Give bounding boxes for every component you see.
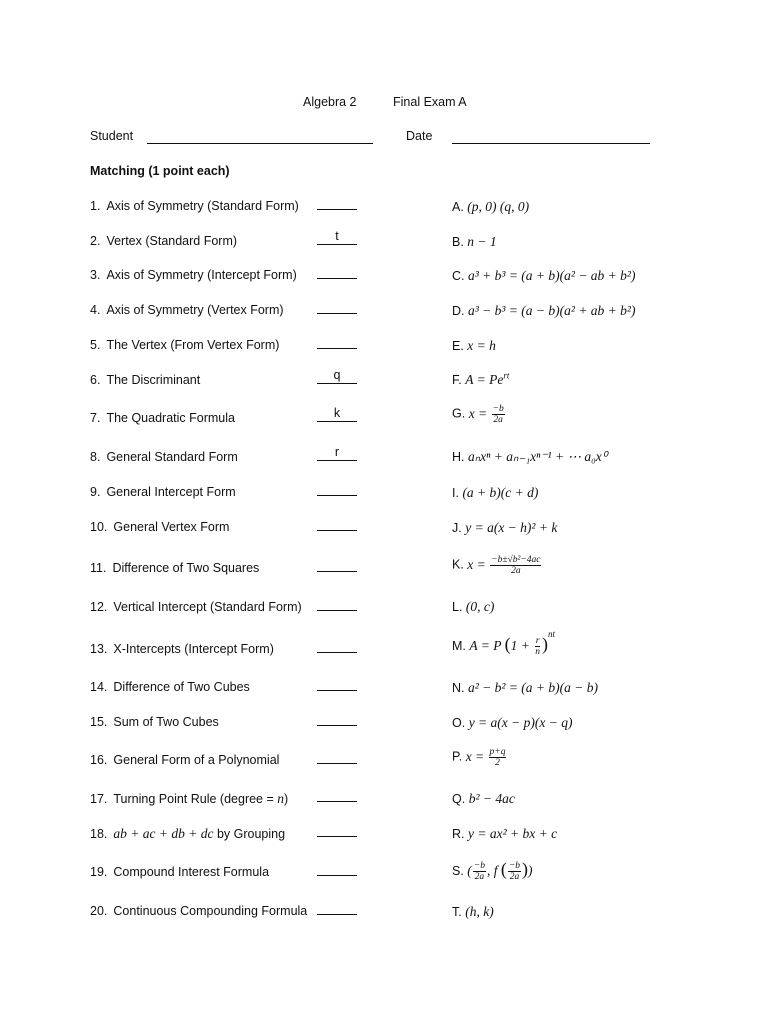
choice-t bbox=[452, 904, 494, 920]
choice-expr: a² − b² = (a + b)(a − b) bbox=[467, 680, 599, 695]
choice-letter: A. bbox=[452, 200, 464, 214]
choice-k bbox=[452, 555, 542, 576]
frac-denominator: 2a bbox=[474, 872, 485, 883]
choice-l bbox=[452, 599, 494, 615]
choice-letter: B. bbox=[452, 235, 464, 249]
answer-blank[interactable] bbox=[317, 264, 357, 279]
choice-m: M. A = P (1 + $\frac{r}{n}$ )$^{nt}$ bbox=[452, 628, 556, 658]
question-text: Axis of Symmetry (Intercept Form) bbox=[106, 268, 297, 282]
choice-letter: S. bbox=[452, 864, 464, 878]
question-number: 4. bbox=[90, 303, 101, 317]
question-number: 6. bbox=[90, 373, 101, 387]
question-row bbox=[90, 268, 297, 282]
course-title: Algebra 2 bbox=[303, 95, 357, 109]
question-text: Axis of Symmetry (Standard Form) bbox=[106, 199, 299, 213]
question-math: n bbox=[277, 791, 285, 806]
choice-letter: O. bbox=[452, 716, 466, 730]
choice-expr: y = a(x − p)(x − q) bbox=[468, 715, 573, 730]
choice-letter: E. bbox=[452, 339, 464, 353]
question-text-after: by Grouping bbox=[213, 827, 286, 841]
exam-title: Final Exam A bbox=[393, 95, 467, 109]
choice-n bbox=[452, 680, 598, 696]
choice-o bbox=[452, 715, 572, 731]
choice-letter: N. bbox=[452, 681, 465, 695]
choice-b bbox=[452, 234, 497, 250]
answer-blank[interactable] bbox=[317, 749, 357, 764]
question-number: 18. bbox=[90, 827, 108, 841]
question-text: General Intercept Form bbox=[106, 485, 236, 499]
question-row bbox=[90, 904, 307, 918]
question-text-after: ) bbox=[284, 792, 289, 806]
answer-blank[interactable] bbox=[317, 516, 357, 531]
choice-expr: a³ + b³ = (a + b)(a² − ab + b²) bbox=[467, 268, 636, 283]
choice-letter: T. bbox=[452, 905, 462, 919]
choice-s: S. ( $\frac{-b}{2a}$ , f ( $\frac{-b}{2a}$ )) bbox=[452, 859, 533, 883]
question-text: Axis of Symmetry (Vertex Form) bbox=[106, 303, 284, 317]
choice-letter: J. bbox=[452, 521, 462, 535]
choice-expr: (p, 0) (q, 0) bbox=[467, 199, 530, 214]
choice-p bbox=[452, 747, 507, 768]
answer-blank[interactable] bbox=[317, 557, 357, 572]
question-row bbox=[90, 234, 237, 248]
question-row bbox=[90, 715, 219, 729]
question-number: 16. bbox=[90, 753, 108, 767]
choice-i bbox=[452, 485, 538, 501]
frac-numerator: −b±√b²−4ac bbox=[491, 555, 541, 565]
question-text: Compound Interest Formula bbox=[113, 865, 270, 879]
choice-expr: x = h bbox=[467, 338, 496, 353]
student-name-line[interactable] bbox=[147, 131, 373, 144]
answer-blank[interactable] bbox=[317, 299, 357, 314]
question-row bbox=[90, 642, 274, 656]
question-row bbox=[90, 411, 235, 425]
answer-blank[interactable] bbox=[317, 638, 357, 653]
answer-blank[interactable] bbox=[317, 900, 357, 915]
choice-inner: 1 + bbox=[510, 638, 530, 653]
frac-denominator: 2a bbox=[511, 566, 521, 576]
question-text: Vertical Intercept (Standard Form) bbox=[113, 600, 302, 614]
choice-r bbox=[452, 826, 557, 842]
student-label: Student bbox=[90, 129, 134, 143]
question-number: 10. bbox=[90, 520, 108, 534]
frac-denominator: 2a bbox=[493, 415, 503, 425]
question-number: 19. bbox=[90, 865, 108, 879]
choice-sup: rt bbox=[503, 370, 510, 381]
choice-letter: D. bbox=[452, 304, 465, 318]
choice-expr: aₙxⁿ + aₙ₋₁xⁿ⁻¹ + ⋯ a₀x⁰ bbox=[467, 449, 608, 464]
question-text: The Discriminant bbox=[106, 373, 201, 387]
choice-expr: a³ − b³ = (a − b)(a² + ab + b²) bbox=[467, 303, 636, 318]
question-number: 8. bbox=[90, 450, 101, 464]
question-text: General Vertex Form bbox=[113, 520, 230, 534]
frac-numerator: −b bbox=[508, 861, 521, 872]
answer-blank[interactable]: k bbox=[317, 407, 357, 422]
choice-lhs: x = bbox=[465, 748, 485, 764]
choice-d bbox=[452, 303, 635, 319]
choice-expr: b² − 4ac bbox=[468, 791, 515, 806]
choice-lhs: x = bbox=[467, 556, 486, 572]
question-row bbox=[90, 680, 250, 694]
frac-denominator: 2 bbox=[495, 758, 500, 768]
question-text: Continuous Compounding Formula bbox=[113, 904, 308, 918]
question-row bbox=[90, 753, 279, 767]
frac-numerator: p+q bbox=[489, 747, 506, 757]
choice-letter: L. bbox=[452, 600, 463, 614]
answer-blank[interactable] bbox=[317, 861, 357, 876]
answer-blank[interactable] bbox=[317, 481, 357, 496]
choice-expr: (a + b)(c + d) bbox=[462, 485, 539, 500]
question-text: Vertex (Standard Form) bbox=[106, 234, 238, 248]
question-text: General Form of a Polynomial bbox=[113, 753, 280, 767]
question-text: General Standard Form bbox=[106, 450, 238, 464]
choice-letter: F. bbox=[452, 373, 462, 387]
question-row bbox=[90, 520, 229, 534]
date-line[interactable] bbox=[452, 131, 650, 144]
choice-letter: K. bbox=[452, 557, 464, 572]
question-row bbox=[90, 373, 200, 387]
question-text: Sum of Two Cubes bbox=[113, 715, 219, 729]
question-number: 9. bbox=[90, 485, 101, 499]
choice-g bbox=[452, 404, 506, 425]
frac-denominator: n bbox=[535, 647, 540, 658]
question-number: 20. bbox=[90, 904, 108, 918]
choice-a bbox=[452, 199, 529, 215]
question-number: 11. bbox=[90, 561, 107, 575]
choice-lhs: x = bbox=[468, 405, 488, 421]
choice-lhs: A = P bbox=[469, 638, 502, 653]
choice-h bbox=[452, 449, 607, 465]
question-number: 3. bbox=[90, 268, 101, 282]
choice-letter: M. bbox=[452, 639, 466, 653]
question-number: 7. bbox=[90, 411, 101, 425]
question-text: Difference of Two Squares bbox=[112, 561, 260, 575]
choice-mid: , f bbox=[486, 863, 498, 878]
frac-numerator: −b bbox=[492, 404, 504, 414]
choice-expr: y = a(x − h)² + k bbox=[465, 520, 558, 535]
question-text: X-Intercepts (Intercept Form) bbox=[113, 642, 274, 656]
question-number: 1. bbox=[90, 199, 101, 213]
question-row bbox=[90, 561, 259, 575]
question-row bbox=[90, 485, 236, 499]
date-label: Date bbox=[406, 129, 433, 143]
question-number: 12. bbox=[90, 600, 108, 614]
question-row bbox=[90, 450, 238, 464]
question-number: 13. bbox=[90, 642, 108, 656]
choice-letter: Q. bbox=[452, 792, 466, 806]
choice-letter: I. bbox=[452, 486, 459, 500]
answer-blank[interactable]: t bbox=[317, 230, 357, 245]
answer-blank[interactable] bbox=[317, 195, 357, 210]
question-number: 2. bbox=[90, 234, 101, 248]
question-text: Difference of Two Cubes bbox=[113, 680, 250, 694]
choice-letter: P. bbox=[452, 749, 463, 764]
question-row bbox=[90, 303, 284, 317]
answer-blank[interactable] bbox=[317, 711, 357, 726]
choice-sup: nt bbox=[548, 628, 556, 639]
choice-expr: y = ax² + bx + c bbox=[467, 826, 558, 841]
choice-letter: C. bbox=[452, 269, 465, 283]
answer-blank[interactable] bbox=[317, 787, 357, 802]
question-row bbox=[90, 199, 299, 213]
choice-expr: (0, c) bbox=[465, 599, 495, 614]
answer-blank[interactable]: q bbox=[317, 369, 357, 384]
question-row bbox=[90, 865, 269, 879]
question-text: Turning Point Rule (degree = bbox=[113, 792, 278, 806]
choice-letter: H. bbox=[452, 450, 465, 464]
question-row bbox=[90, 600, 302, 614]
choice-lhs: A = Pe bbox=[465, 372, 504, 387]
question-row bbox=[90, 826, 285, 842]
question-number: 17. bbox=[90, 792, 108, 806]
choice-letter: R. bbox=[452, 827, 465, 841]
answer-blank[interactable] bbox=[317, 676, 357, 691]
question-math: ab + ac + db + dc bbox=[113, 826, 214, 841]
frac-denominator: 2a bbox=[509, 872, 520, 883]
question-number: 15. bbox=[90, 715, 108, 729]
answer-blank[interactable] bbox=[317, 596, 357, 611]
question-text: The Vertex (From Vertex Form) bbox=[106, 338, 280, 352]
question-text: The Quadratic Formula bbox=[106, 411, 235, 425]
frac-numerator: −b bbox=[473, 861, 485, 872]
choice-q bbox=[452, 791, 515, 807]
choice-f bbox=[452, 372, 509, 388]
question-number: 14. bbox=[90, 680, 108, 694]
question-row bbox=[90, 791, 288, 807]
choice-letter: G. bbox=[452, 406, 466, 421]
frac-numerator: r bbox=[535, 636, 540, 647]
answer-blank[interactable]: r bbox=[317, 446, 357, 461]
choice-j bbox=[452, 520, 557, 536]
answer-blank[interactable] bbox=[317, 334, 357, 349]
question-row bbox=[90, 338, 279, 352]
section-title: Matching (1 point each) bbox=[90, 164, 230, 178]
question-number: 5. bbox=[90, 338, 101, 352]
choice-expr: (h, k) bbox=[465, 904, 494, 919]
choice-e bbox=[452, 338, 496, 354]
choice-expr: n − 1 bbox=[467, 234, 497, 249]
answer-blank[interactable] bbox=[317, 822, 357, 837]
choice-c bbox=[452, 268, 635, 284]
